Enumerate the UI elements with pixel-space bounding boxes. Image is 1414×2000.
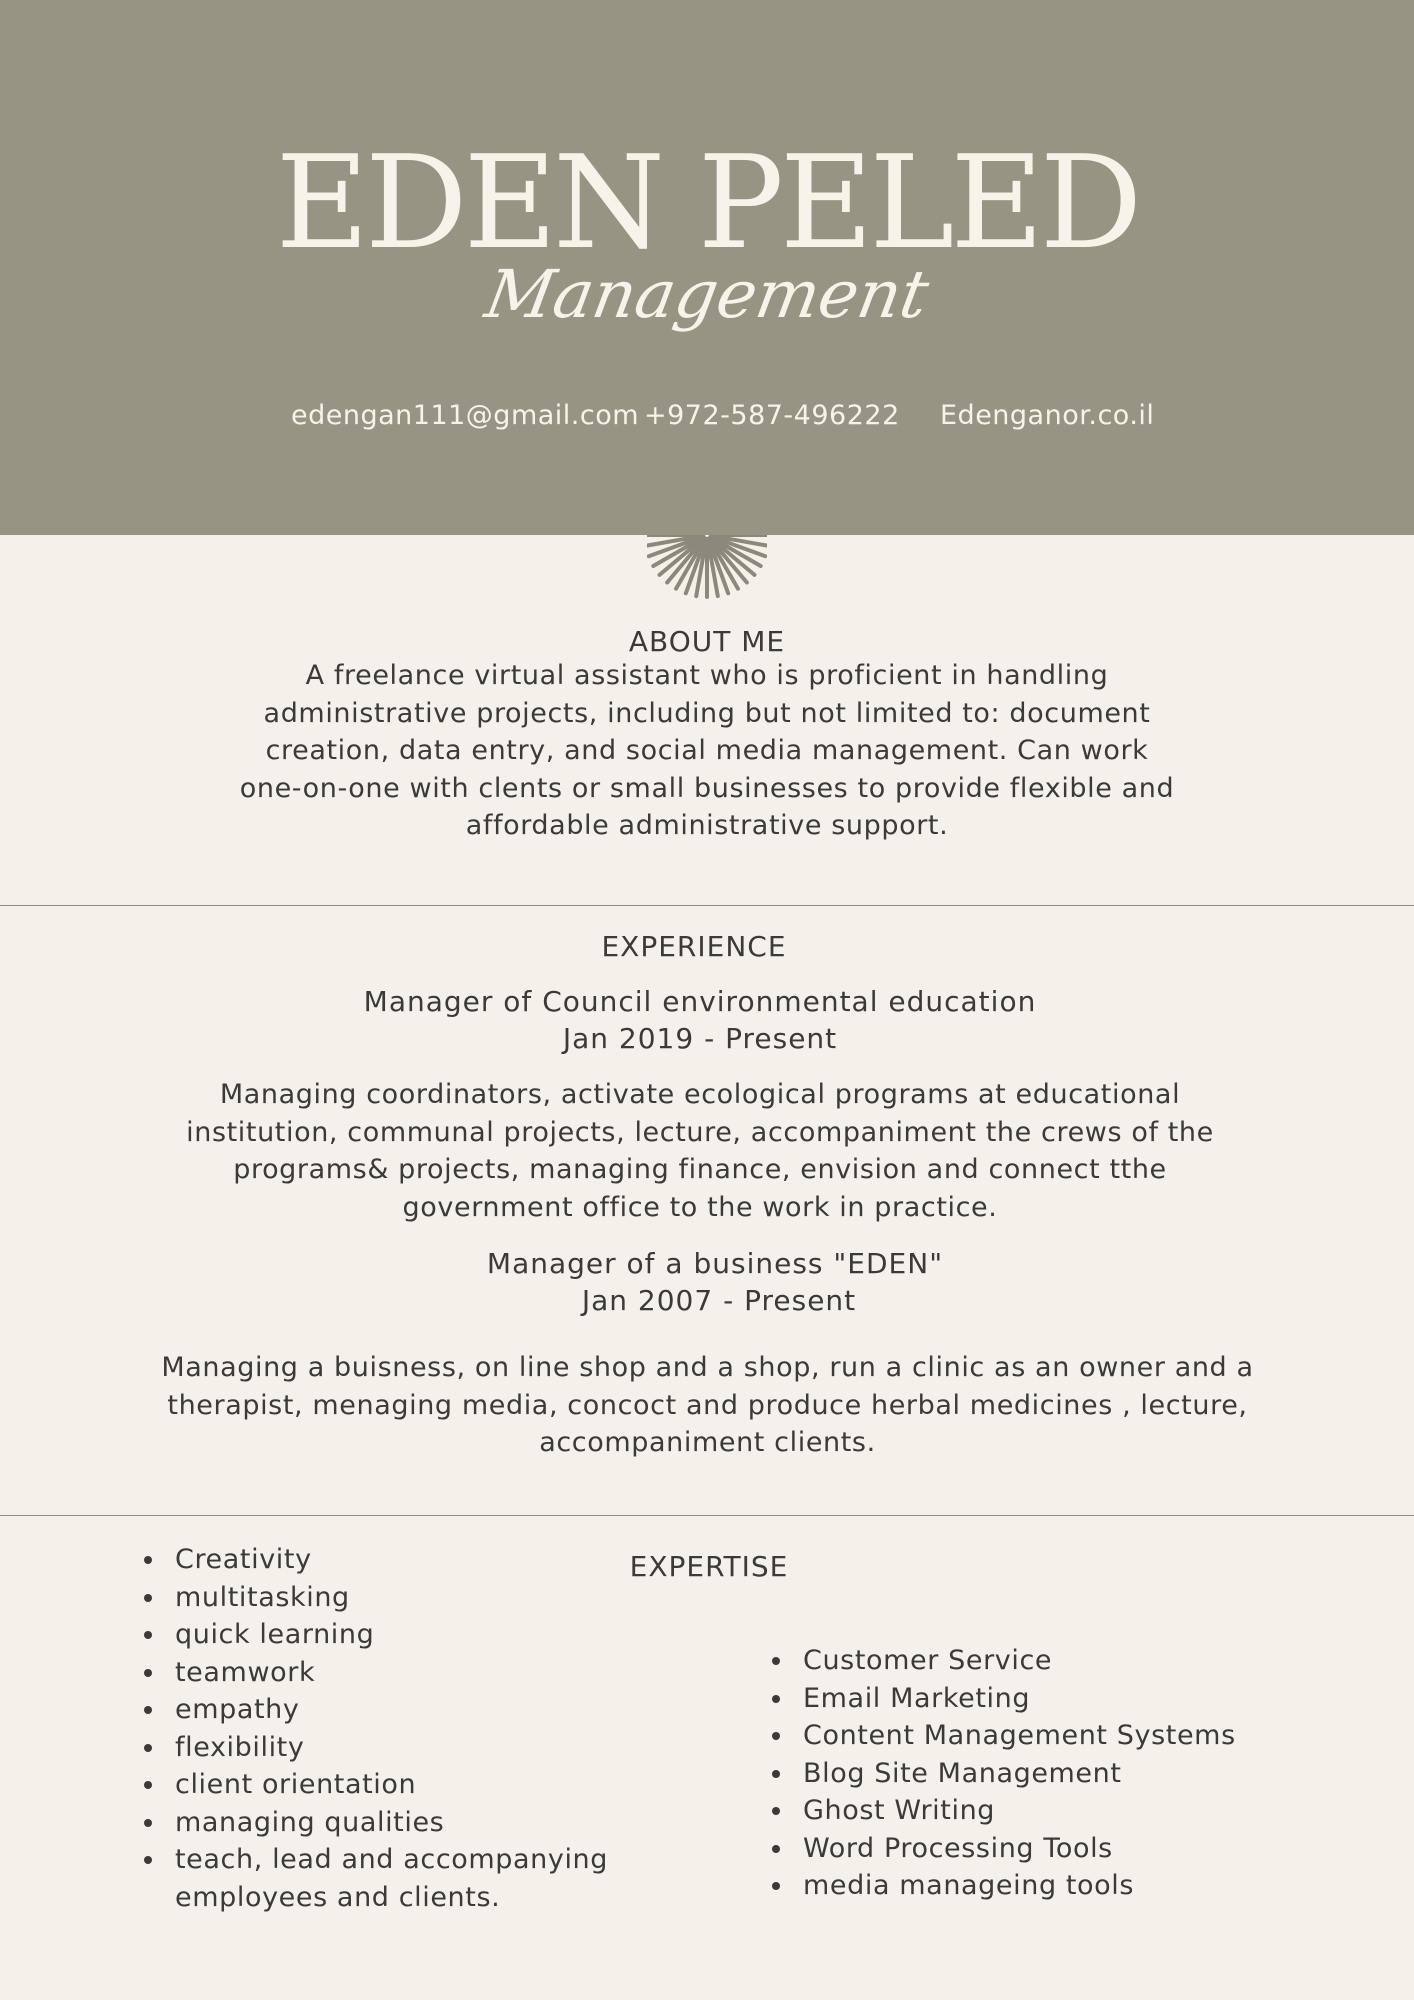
section-divider — [0, 905, 1414, 906]
job-2-description: Managing a buisness, on line shop and a shop, run a clinic as an owner and a therapist, menaging media, concoct and produce herbal medicines , lecture, accompaniment clients. — [161, 1352, 1254, 1458]
expertise-item: Blog Site Management — [769, 1755, 1329, 1793]
candidate-title: Management — [479, 256, 935, 333]
about-text: A freelance virtual assistant who is proficient in handling administrative projects, including but not limited to: document creation, data entry, and social media management. Can work one-on-one with clents or small businesses to provide flexible and affordable administrative support. — [239, 660, 1175, 841]
header-banner — [0, 0, 1414, 535]
expertise-item: Customer Service — [769, 1642, 1329, 1680]
contact-email[interactable]: edengan111@gmail.com — [291, 400, 640, 431]
job-1-role: Manager of Council environmental education — [363, 985, 1037, 1018]
expertise-item: Ghost Writing — [769, 1792, 1329, 1830]
job-2-role: Manager of a business "EDEN" — [486, 1247, 944, 1280]
expertise-item: empathy — [141, 1691, 621, 1729]
candidate-name: EDEN PELED — [275, 129, 1139, 278]
expertise-item: flexibility — [141, 1729, 621, 1767]
job-2-dates: Jan 2007 - Present — [581, 1284, 857, 1317]
contact-website[interactable]: Edenganor.co.il — [940, 400, 1155, 431]
expertise-item: Word Processing Tools — [769, 1830, 1329, 1868]
expertise-item: managing qualities — [141, 1804, 621, 1842]
expertise-item: Content Management Systems — [769, 1717, 1329, 1755]
expertise-item: media manageing tools — [769, 1867, 1329, 1905]
about-heading: ABOUT ME — [628, 625, 786, 658]
experience-heading: EXPERIENCE — [601, 930, 787, 963]
expertise-item: Creativity — [141, 1541, 621, 1579]
job-1-description: Managing coordinators, activate ecological programs at educational institution, communal projects, lecture, accompaniment the crews of the programs& projects, managing finance, envision and connect tthe government office to the work in practice. — [186, 1079, 1214, 1223]
expertise-item: teach, lead and accompanying employees and clients. — [141, 1841, 621, 1916]
expertise-left-list — [141, 1541, 621, 1916]
expertise-right-list — [769, 1642, 1329, 1905]
section-divider — [0, 1515, 1414, 1516]
sunburst-ornament-icon — [647, 535, 767, 601]
expertise-item: multitasking — [141, 1579, 621, 1617]
job-1-dates: Jan 2019 - Present — [562, 1022, 838, 1055]
contact-phone[interactable]: +972-587-496222 — [644, 400, 900, 431]
expertise-item: client orientation — [141, 1766, 621, 1804]
expertise-heading: EXPERTISE — [629, 1550, 789, 1583]
expertise-item: quick learning — [141, 1616, 621, 1654]
expertise-item: teamwork — [141, 1654, 621, 1692]
expertise-item: Email Marketing — [769, 1680, 1329, 1718]
